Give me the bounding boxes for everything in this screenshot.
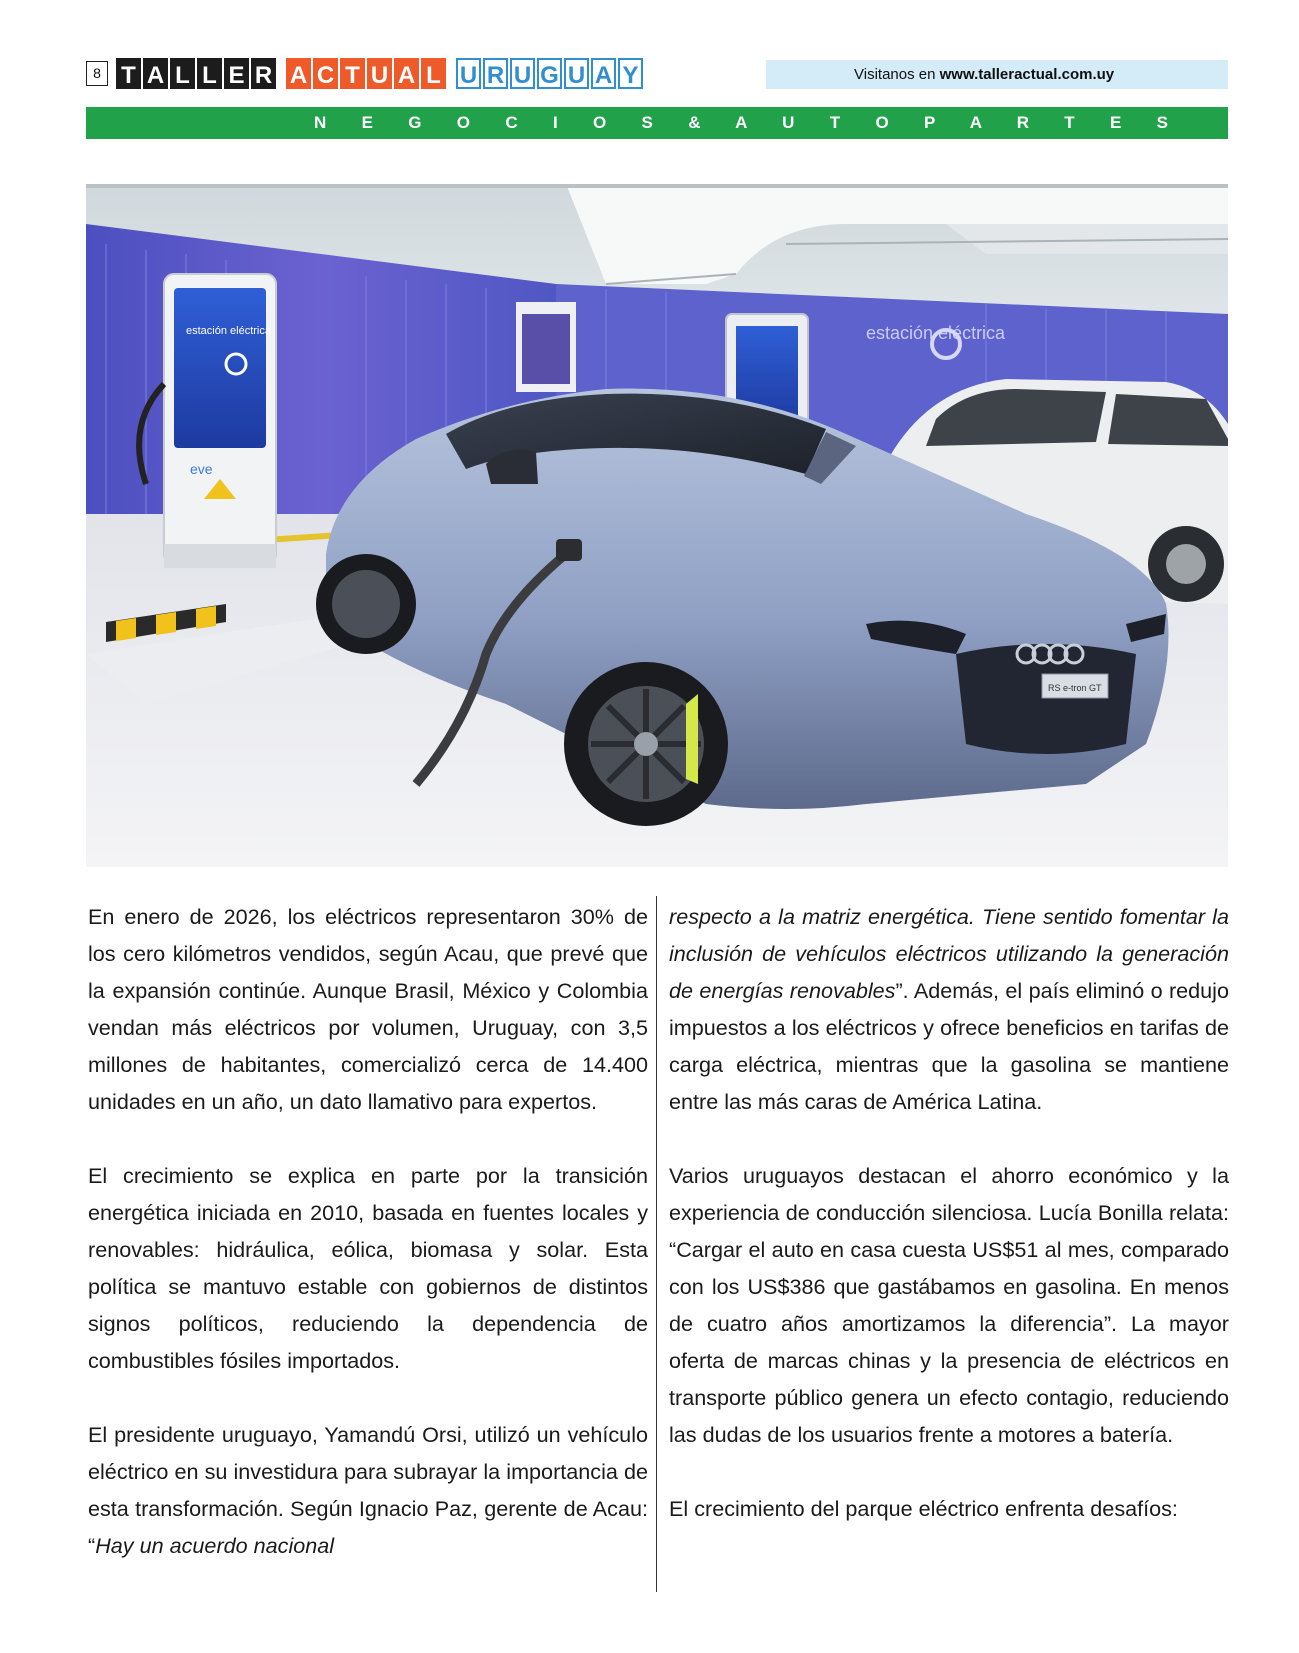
website-link[interactable]: www.talleractual.com.uy [939, 66, 1115, 83]
brand-letter: U [510, 58, 535, 89]
brand-letter: Y [618, 58, 643, 89]
paragraph-text: ”. Además, el país eliminó o redujo impuestos a los eléctricos y ofrece beneficios en tarifas de carga eléctrica, mientras que la gasolina se mantiene entre las más caras de América Latina. [669, 978, 1229, 1114]
article-paragraph [88, 1416, 648, 1564]
article-photo [86, 184, 1228, 867]
brand-letter: L [197, 58, 222, 89]
charger-screen-text: estación eléctrica [186, 325, 271, 337]
brand-letter: T [116, 58, 141, 89]
info-sign [516, 302, 576, 392]
brand-letter: L [170, 58, 195, 89]
article-paragraph [669, 898, 1229, 1120]
charger-brand: eve [190, 461, 213, 477]
website-prefix: Visitanos en [854, 66, 940, 83]
brand-letter: A [143, 58, 168, 89]
article-paragraph: El crecimiento del parque eléctrico enfrenta desafíos: [669, 1496, 1178, 1521]
article-paragraph: En enero de 2026, los eléctricos representaron 30% de los cero kilómetros vendidos, según Acau, que prevé que la expansión continúe. Aunque Brasil, México y Colombia vendan más eléctricos por volumen, Uruguay, con 3,5 millones de habitantes, comercializó cerca de 14.400 unidades en un año, un dato llamativo para expertos. [88, 904, 648, 1114]
brand-letter: A [591, 58, 616, 89]
quote-text: Hay un acuerdo nacional [95, 1533, 335, 1558]
brand-letter: U [367, 58, 392, 89]
brand-letter: C [313, 58, 338, 89]
article-paragraph: Varios uruguayos destacan el ahorro económico y la experiencia de conducción silenciosa. Lucía Bonilla relata: “Cargar el auto en casa cuesta US$51 al mes, comparado con los US$386 que gastábamos en gasolina. En menos de cuatro años amortizamos la diferencia”. La mayor oferta de marcas chinas y la presencia de eléctricos en transporte público genera un efecto contagio, reduciendo las dudas de los usuarios frente a motores a batería. [669, 1163, 1229, 1447]
paragraph-text: El presidente uruguayo, Yamandú Orsi, utilizó un vehículo eléctrico en su investidura para subrayar la importancia de esta transformación. Según Ignacio Paz, gerente de Acau: “ [88, 1422, 648, 1558]
brand-letter: U [456, 58, 481, 89]
car-plate: RS e-tron GT [1048, 683, 1102, 693]
wall-sign-text: estación eléctrica [866, 323, 1006, 343]
brand-letter: G [537, 58, 562, 89]
brand-letter: R [483, 58, 508, 89]
brand-letter: R [251, 58, 276, 89]
brand-letter: U [564, 58, 589, 89]
quote-text: respecto a la matriz energética. Tiene sentido fomentar la inclusión de vehículos eléctricos utilizando la generación de energías renovables [669, 904, 1229, 1003]
column-divider [656, 896, 657, 1592]
masthead [86, 58, 1228, 90]
website-banner [766, 60, 1228, 89]
brand-letter: A [394, 58, 419, 89]
page-number: 8 [86, 61, 108, 86]
brand-letter: A [286, 58, 311, 89]
section-title: N E G O C I O S & A U T O P A R T E S [314, 113, 1184, 132]
article-column-left [88, 898, 648, 1564]
brand-letter: E [224, 58, 249, 89]
article-column-right [669, 898, 1229, 1527]
brand-letter: T [340, 58, 365, 89]
section-band [86, 107, 1228, 139]
article-paragraph: El crecimiento se explica en parte por la transición energética iniciada en 2010, basada en fuentes locales y renovables: hidráulica, eólica, biomasa y solar. Esta política se mantuvo estable con gobiernos de distintos signos políticos, reduciendo la dependencia de combustibles fósiles importados. [88, 1163, 648, 1373]
brand-letter: L [421, 58, 446, 89]
brand-logo [116, 58, 643, 89]
